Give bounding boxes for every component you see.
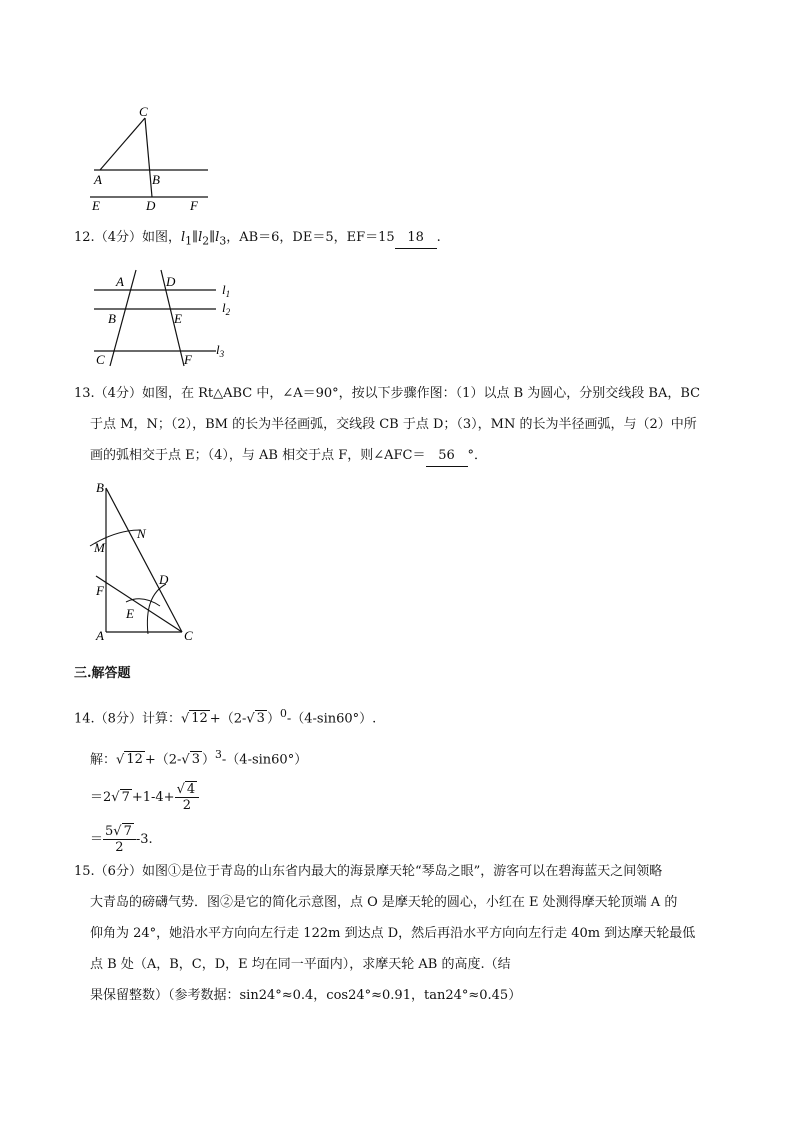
label-b: B [152,172,160,187]
question-13-line-3: 画的弧相交于点 E；（4），与 AB 相交于点 F，则∠AFC＝ 56 °． [90,446,487,467]
figure-q11 [80,100,220,215]
question-15-line-3: 仰角为 24°，她沿水平方向向左行走 122m 到达点 D，然后再沿水平方向向左行走 40m 到达摩天轮最低 [90,926,696,941]
label-e: E [126,606,134,621]
label-d: D [166,274,176,289]
label-f: F [184,352,192,367]
label-c: C [184,628,193,643]
label-n: N [137,526,146,541]
label-f: F [96,583,104,598]
label-c: C [139,104,148,119]
solution-line-3: ＝ $\frac{5√ 7}{2}$ -3. [90,824,153,855]
label-d: D [146,198,156,213]
label-l1: $l_1$ [222,282,231,299]
label-a: A [94,172,102,187]
label-l2: $l_2$ [222,300,231,317]
figure-q13 [86,474,216,646]
figure-q12 [86,262,246,370]
question-15-line-1: 15.（6分）如图①是位于青岛的山东省内最大的海景摩天轮“琴岛之眼”，游客可以在碧海蓝天之间领略 [74,864,663,879]
solution-line-1: 解：√ 12 +（2-√ 3 ）$^3$-（4-sin60°） [90,748,308,768]
label-e: E [92,198,100,213]
question-15-line-2: 大青岛的磅礴气势．图②是它的简化示意图，点 O 是摩天轮的圆心，小红在 E 处测得摩天轮顶端 A 的 [90,895,678,910]
label-b: B [96,480,104,495]
label-f: F [190,198,198,213]
label-l3: $l_3$ [216,342,225,359]
question-12: 12.（4分）如图，$l_1\parallel l_2\parallel l_3$，AB＝6，DE＝5，EF＝15 18 . [74,230,441,248]
label-a: A [116,274,124,289]
answer-q13: 56 [426,446,468,467]
solution-line-2: ＝2√ 7 +1-4+ $\frac{√ 4}{2}$ [90,782,199,813]
answer-q12: 18 [395,228,437,249]
label-a: A [96,628,104,643]
question-13-line-2: 于点 M，N；（2），BM 的长为半径画弧，交线段 CB 于点 D；（3），MN 的长为半径画弧，与（2）中所 [90,417,697,432]
label-m: M [94,540,105,555]
label-c: C [96,352,105,367]
question-13-line-1: 13.（4分）如图，在 Rt△ABC 中，∠A＝90°，按以下步骤作图：（1）以点 B 为圆心，分别交线段 BA，BC [74,386,701,401]
section-heading: 三.解答题 [74,666,131,681]
label-b: B [108,311,116,326]
question-15-line-4: 点 B 处（A，B，C，D，E 均在同一平面内），求摩天轮 AB 的高度.（结 [90,957,511,972]
label-e: E [174,311,182,326]
label-d: D [159,572,169,587]
question-15-line-5: 果保留整数）（参考数据：sin24°≈0.4，cos24°≈0.91，tan24°≈0.45） [90,988,522,1003]
question-14: 14.（8分）计算：√ 12 +（2-√ 3 ）$^0$-（4-sin60°）. [74,707,377,727]
